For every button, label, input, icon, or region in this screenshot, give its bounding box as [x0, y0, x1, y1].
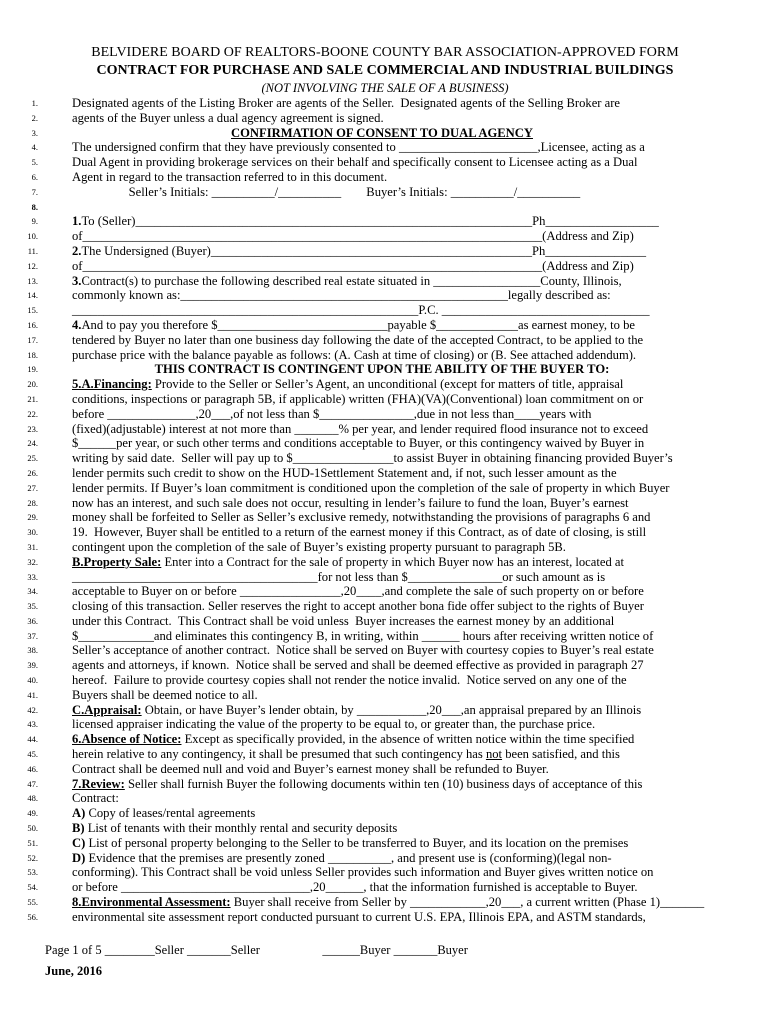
- line-number: 55.: [27, 897, 38, 908]
- contract-line: [0, 732, 770, 747]
- line-text: closing of this transaction. Seller reserves the right to accept another bona fide offer subject to the rights of Buyer: [72, 599, 644, 614]
- contract-line: [0, 880, 770, 895]
- contract-line: [0, 584, 770, 599]
- line-number: 10.: [27, 231, 38, 242]
- line-number: 47.: [27, 778, 38, 789]
- contract-line: [0, 288, 770, 303]
- contract-line: [0, 555, 770, 570]
- line-text: B) List of tenants with their monthly rental and security deposits: [72, 821, 398, 836]
- line-text: agents and attorneys, if known. Notice shall be served and shall be deemed effective as provided in paragraph 27: [72, 658, 644, 673]
- form-header-org: BELVIDERE BOARD OF REALTORS-BOONE COUNTY BAR ASSOCIATION-APPROVED FORM: [91, 45, 679, 60]
- line-text: Contract shall be deemed null and void and Buyer’s earnest money shall be refunded to Buyer.: [72, 761, 549, 776]
- line-number: 56.: [27, 911, 38, 922]
- line-text: of_________________________________________________________________________(Address and Zip): [72, 229, 634, 244]
- contract-line: [0, 392, 770, 407]
- line-text: (fixed)(adjustable) interest at not more than _______% per year, and lender required flood insurance not to exceed: [72, 421, 649, 436]
- contract-line: [0, 496, 770, 511]
- contract-line: [0, 126, 770, 141]
- contract-line: [0, 821, 770, 836]
- line-number: 4.: [31, 142, 38, 153]
- footer-date: June, 2016: [45, 964, 102, 978]
- line-text: purchase price with the balance payable as follows: (A. Cash at time of closing) or (B. See attached addendum).: [72, 347, 637, 362]
- contract-line: [0, 318, 770, 333]
- line-text: _______________________________________for not less than $_______________or such amount as is: [72, 569, 606, 584]
- line-number: 22.: [27, 408, 38, 419]
- line-text: under this Contract. This Contract shall be void unless Buyer increases the earnest money by an additional: [72, 613, 615, 628]
- contract-line: [0, 170, 770, 185]
- line-number: 1.: [31, 98, 38, 108]
- contract-line: [0, 865, 770, 880]
- line-number: 40.: [27, 675, 38, 686]
- page-footer-initials: Page 1 of 5 ________Seller _______Seller ______Buyer _______Buyer: [45, 943, 468, 957]
- line-text: Agent in regard to the transaction referred to in this document.: [72, 169, 388, 184]
- line-text: contingent upon the completion of the sale of Buyer’s existing property pursuant to paragraph 5B.: [72, 539, 566, 554]
- line-number: 13.: [27, 275, 38, 286]
- line-text: C) List of personal property belonging to the Seller to be transferred to Buyer, and its location on the premises: [72, 835, 629, 850]
- line-number: 25.: [27, 453, 38, 464]
- line-number: 20.: [27, 379, 38, 390]
- line-number: 45.: [27, 749, 38, 760]
- line-number: 43.: [27, 719, 38, 730]
- contract-line: [0, 777, 770, 792]
- line-text: acceptable to Buyer on or before ________________,20____,and complete the sale of such property on or before: [72, 584, 644, 599]
- line-text: Seller’s Initials: __________/__________ Buyer’s Initials: __________/__________: [72, 184, 581, 199]
- contract-line: [0, 806, 770, 821]
- line-text: commonly known as:____________________________________________________legally described as:: [72, 288, 611, 303]
- line-text: tendered by Buyer no later than one business day following the date of the accepted Contract, to be applied to the: [72, 332, 644, 347]
- line-text: Contract:: [72, 791, 119, 806]
- line-number: 46.: [27, 763, 38, 774]
- contract-line: [0, 362, 770, 377]
- line-text: 4.And to pay you therefore $___________________________payable $_____________as earnest money, to be: [72, 317, 636, 332]
- line-text: THIS CONTRACT IS CONTINGENT UPON THE ABILITY OF THE BUYER TO:: [154, 362, 610, 377]
- contract-line: [0, 747, 770, 762]
- line-text: B.Property Sale: Enter into a Contract for the sale of property in which Buyer now has an interest, located at: [72, 554, 624, 569]
- line-number: 29.: [27, 512, 38, 523]
- line-text: 1.To (Seller)_______________________________________________________________Ph__________________: [72, 214, 659, 229]
- contract-line: [0, 377, 770, 392]
- line-text: CONFIRMATION OF CONSENT TO DUAL AGENCY: [231, 125, 533, 140]
- contract-line: [0, 717, 770, 732]
- line-number: 11.: [27, 245, 38, 256]
- contract-line: [0, 407, 770, 422]
- contract-line: [0, 510, 770, 525]
- contract-body: [0, 96, 770, 925]
- contract-line: [0, 525, 770, 540]
- line-text: 19. However, Buyer shall be entitled to a return of the earnest money if this Contract, as of date of closing, is still: [72, 525, 647, 540]
- contract-line: [0, 540, 770, 555]
- contract-line: [0, 274, 770, 289]
- contract-line: [0, 96, 770, 111]
- line-number: 52.: [27, 852, 38, 863]
- line-text: conforming). This Contract shall be void unless Seller provides such information and Buyer gives written notice on: [72, 865, 654, 880]
- line-number: 5.: [31, 157, 38, 168]
- contract-line: [0, 614, 770, 629]
- line-number: 33.: [27, 571, 38, 582]
- line-text: conditions, inspections or paragraph 5B, if applicable) written (FHA)(VA)(Conventional) loan commitment on or: [72, 391, 644, 406]
- contract-line: [0, 481, 770, 496]
- contract-line: [0, 214, 770, 229]
- line-text: 2.The Undersigned (Buyer)___________________________________________________Ph________________: [72, 243, 647, 258]
- line-text: 6.Absence of Notice: Except as specifically provided, in the absence of written notice within the time specified: [72, 732, 635, 747]
- line-number: 28.: [27, 497, 38, 508]
- line-number: 36.: [27, 615, 38, 626]
- contract-line: [0, 436, 770, 451]
- line-number: 38.: [27, 645, 38, 656]
- line-number: 30.: [27, 527, 38, 538]
- line-text: 8.Environmental Assessment: Buyer shall receive from Seller by ____________,20___, a current written (Phase 1)_______: [72, 895, 705, 910]
- line-text: _______________________________________________________P.C. _________________________________: [72, 303, 650, 318]
- line-number: 37.: [27, 630, 38, 641]
- line-number: 26.: [27, 467, 38, 478]
- contract-line: [0, 629, 770, 644]
- contract-line: [0, 851, 770, 866]
- contract-line: [0, 599, 770, 614]
- line-text: $____________and eliminates this contingency B, in writing, within ______ hours after receiving written notice of: [72, 628, 654, 643]
- contract-line: [0, 762, 770, 777]
- line-text: environmental site assessment report conducted pursuant to current U.S. EPA, Illinois EPA, and ASTM standards,: [72, 909, 646, 924]
- line-text: D) Evidence that the premises are presently zoned __________, and present use is (conforming)(legal non-: [72, 850, 612, 865]
- contract-line: [0, 836, 770, 851]
- line-number: 39.: [27, 660, 38, 671]
- line-text: herein relative to any contingency, it shall be presumed that such contingency has not been satisfied, and this: [72, 747, 620, 762]
- line-text: of_________________________________________________________________________(Address and Zip): [72, 258, 634, 273]
- line-text: lender permits. If Buyer’s loan commitment is conditioned upon the completion of the sale of property in which Buyer: [72, 480, 670, 495]
- line-text: 3.Contract(s) to purchase the following described real estate situated in _________________County, Illinois,: [72, 273, 622, 288]
- line-text: 5.A.Financing: Provide to the Seller or Seller’s Agent, an unconditional (except for matters of title, appraisal: [72, 377, 624, 392]
- line-text: Designated agents of the Listing Broker are agents of the Seller. Designated agents of the Selling Broker are: [72, 96, 621, 110]
- contract-line: [0, 185, 770, 200]
- contract-line: [0, 643, 770, 658]
- line-number: 35.: [27, 601, 38, 612]
- contract-line: [0, 348, 770, 363]
- contract-line: [0, 111, 770, 126]
- line-number: 15.: [27, 305, 38, 316]
- line-text: Seller’s acceptance of another contract. Notice shall be served on Buyer with courtesy copies to Buyer’s real estate: [72, 643, 654, 658]
- contract-line: [0, 259, 770, 274]
- line-number: 8.: [31, 201, 38, 212]
- contract-line: [0, 200, 770, 215]
- line-number: 2.: [31, 112, 38, 123]
- line-text: Dual Agent in providing brokerage services on their behalf and specifically consent to Licensee acting as a Dual: [72, 155, 638, 170]
- line-text: Buyers shall be deemed notice to all.: [72, 687, 258, 702]
- line-text: licensed appraiser indicating the value of the property to be equal to, or greater than, the purchase price.: [72, 717, 596, 732]
- line-number: 3.: [31, 127, 38, 138]
- line-number: 18.: [27, 349, 38, 360]
- contract-line: [0, 570, 770, 585]
- line-text: 7.Review: Seller shall furnish Buyer the following documents within ten (10) business days of acceptance of this: [72, 776, 643, 791]
- line-number: 14.: [27, 290, 38, 301]
- contract-line: [0, 155, 770, 170]
- line-number: 34.: [27, 586, 38, 597]
- line-text: lender permits such credit to show on the HUD-1Settlement Statement and, if not, such lesser amount as the: [72, 465, 617, 480]
- contract-line: [0, 895, 770, 910]
- line-number: 7.: [31, 186, 38, 197]
- line-number: 48.: [27, 793, 38, 804]
- line-text: A) Copy of leases/rental agreements: [72, 806, 256, 821]
- contract-line: [0, 466, 770, 481]
- line-number: 54.: [27, 882, 38, 893]
- line-number: 19.: [27, 364, 38, 375]
- contract-line: [0, 703, 770, 718]
- line-text: now has an interest, and such sale does not occur, resulting in lender’s failure to fund the loan, Buyer’s earnest: [72, 495, 629, 510]
- line-number: 41.: [27, 689, 38, 700]
- form-title: CONTRACT FOR PURCHASE AND SALE COMMERCIAL AND INDUSTRIAL BUILDINGS: [96, 63, 674, 78]
- line-number: 44.: [27, 734, 38, 745]
- contract-line: [0, 688, 770, 703]
- line-number: 17.: [27, 334, 38, 345]
- contract-line: [0, 422, 770, 437]
- line-number: 49.: [27, 808, 38, 819]
- contract-line: [0, 910, 770, 925]
- line-number: 32.: [27, 556, 38, 567]
- line-number: 51.: [27, 837, 38, 848]
- form-subtitle: (NOT INVOLVING THE SALE OF A BUSINESS): [261, 81, 509, 95]
- line-number: 27.: [27, 482, 38, 493]
- contract-line: [0, 244, 770, 259]
- line-number: 16.: [27, 319, 38, 330]
- line-text: agents of the Buyer unless a dual agency agreement is signed.: [72, 110, 384, 125]
- line-text: The undersigned confirm that they have previously consented to ______________________,Licensee, acting as a: [72, 140, 645, 155]
- line-number: 53.: [27, 867, 38, 878]
- line-number: 9.: [31, 216, 38, 227]
- line-text: writing by said date. Seller will pay up to $________________to assist Buyer in obtaining financing provided Buyer’s: [72, 451, 673, 466]
- line-text: before ______________,20___,of not less than $_______________,due in not less than____years with: [72, 406, 592, 421]
- contract-line: [0, 673, 770, 688]
- line-number: 23.: [27, 423, 38, 434]
- line-number: 50.: [27, 823, 38, 834]
- contract-line: [0, 791, 770, 806]
- line-number: 12.: [27, 260, 38, 271]
- contract-line: [0, 229, 770, 244]
- contract-line: [0, 333, 770, 348]
- line-number: 31.: [27, 541, 38, 552]
- contract-line: [0, 658, 770, 673]
- contract-line: [0, 140, 770, 155]
- line-number: 6.: [31, 171, 38, 182]
- contract-line: [0, 451, 770, 466]
- line-text: or before ______________________________,20______, that the information furnished is acceptable to Buyer.: [72, 880, 638, 895]
- line-number: 24.: [27, 438, 38, 449]
- line-number: 21.: [27, 393, 38, 404]
- line-number: 42.: [27, 704, 38, 715]
- line-text: $______per year, or such other terms and conditions acceptable to Buyer, or this contingency waived by Buyer in: [72, 436, 645, 451]
- contract-line: [0, 303, 770, 318]
- line-text: money shall be forfeited to Seller as Seller’s exclusive remedy, notwithstanding the provisions of paragraphs 6 and: [72, 510, 651, 525]
- line-text: C.Appraisal: Obtain, or have Buyer’s lender obtain, by ___________,20___,an appraisal prepared by an Illinois: [72, 702, 642, 717]
- line-text: hereof. Failure to provide courtesy copies shall not render the notice invalid. Notice served on any one of the: [72, 673, 627, 688]
